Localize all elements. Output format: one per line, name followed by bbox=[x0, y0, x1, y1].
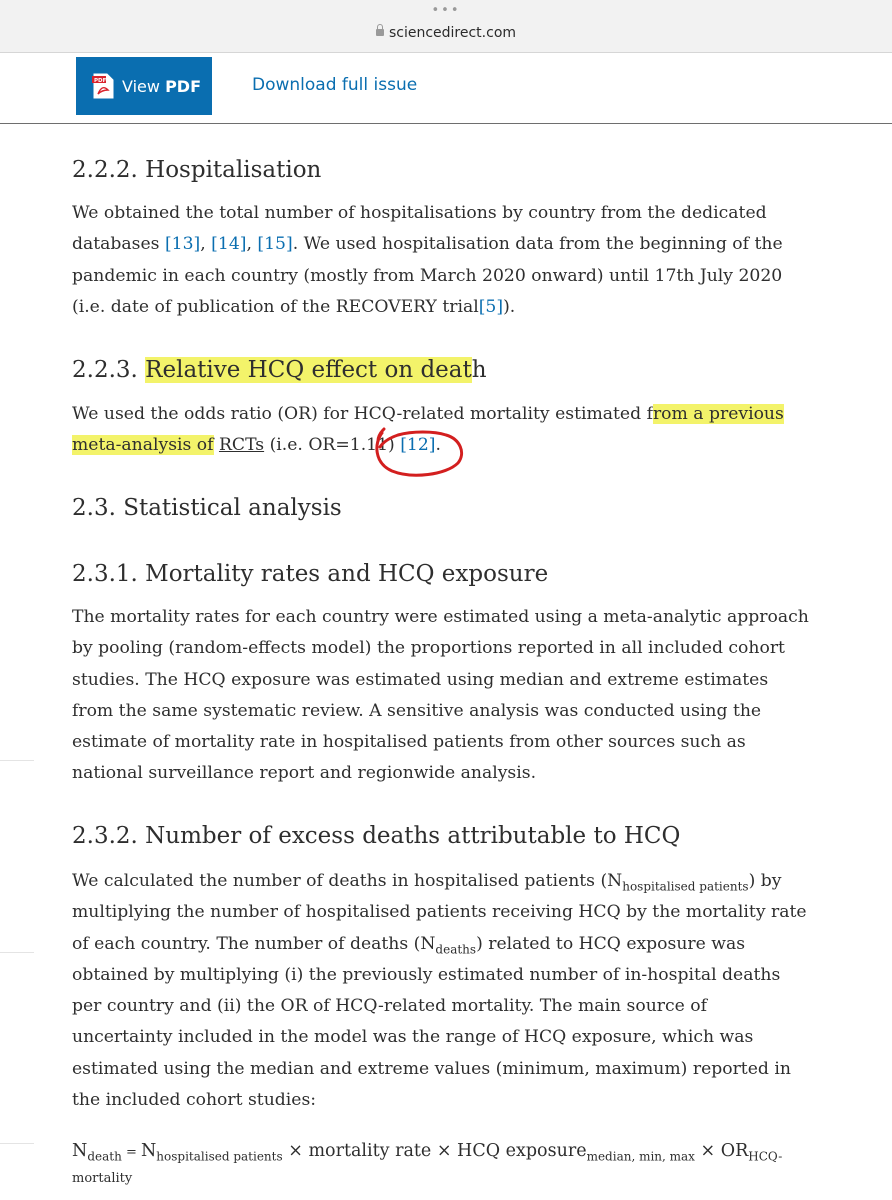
citation-link-14[interactable]: [14] bbox=[211, 234, 247, 255]
section-heading-statistical-analysis: 2.3. Statistical analysis bbox=[72, 495, 342, 521]
pdf-icon-label: PDF bbox=[94, 78, 107, 84]
browser-address-bar bbox=[0, 0, 892, 53]
highlight-mark: meta-analysis of bbox=[72, 435, 214, 456]
rcts-term-link[interactable]: RCTs bbox=[218, 435, 265, 456]
download-full-issue-link[interactable]: Download full issue bbox=[252, 75, 418, 95]
margin-divider bbox=[0, 760, 34, 761]
view-pdf-button[interactable] bbox=[76, 57, 212, 115]
url-text: sciencedirect.com bbox=[388, 25, 517, 41]
paragraph-excess-deaths: We calculated the number of deaths in hospitalised patients $(N_{hospitalised patients})$ by multiplying the number of hospitalised patients receiving HCQ by the mortality rate of each country. The number of deaths $(N_{deaths})$ related to HCQ exposure was obtained by multiplying (i) the previously estimated number of in-hospital deaths per country and (ii) the OR of HCQ-related mortality. The main source of uncertainty included in the model was the range of HCQ exposure, which was estimated using the median and extreme values (minimum, maximum) reported in the included cohort studies: bbox=[72, 871, 807, 1111]
citation-link-13[interactable]: [13] bbox=[164, 234, 201, 255]
excess-deaths-formula: $N_{death} = N_{hospitalised patients}$ × mortality rate × HCQ exposure$_{median, min, max}$ × $OR_{HCQ-}$ mortality bbox=[72, 1141, 783, 1186]
formula-subscript-continuation: mortality bbox=[72, 1171, 133, 1186]
article-toolbar bbox=[0, 53, 892, 124]
citation-link-5[interactable]: [5] bbox=[478, 296, 504, 317]
citation-link-15[interactable]: [15] bbox=[257, 234, 293, 255]
lock-icon bbox=[376, 29, 384, 36]
paragraph-mortality-rates: The mortality rates for each country were estimated using a meta-analytic approach by pooling (random-effects model) the proportions reported in all included cohort studies. The HCQ exposure was estimated using median and extreme estimates from the same systematic review. A sensitive analysis was conducted using the estimate of mortality rate in hospitalised patients from other sources such as national surveillance report and regionwide analysis. bbox=[72, 607, 809, 784]
highlight-mark: Relative HCQ effect on deat bbox=[145, 357, 472, 383]
tab-overview-dots-icon[interactable]: ••• bbox=[431, 3, 461, 18]
url-display[interactable] bbox=[0, 24, 892, 42]
highlight-mark: rom a previous bbox=[652, 404, 784, 424]
paragraph-relative-hcq-effect: We used the odds ratio (OR) for HCQ-related mortality estimated from a previous meta-analysis of RCTs (i.e. OR=1.11) [12]. bbox=[72, 404, 784, 456]
view-pdf-label: View PDF bbox=[122, 76, 201, 96]
section-heading-hospitalisation: 2.2.2. Hospitalisation bbox=[72, 157, 322, 183]
paragraph-hospitalisation: We obtained the total number of hospitalisations by country from the dedicated databases [13], [14], [15]. We used hospitalisation data from the beginning of the pandemic in each country (mostly from March 2020 onward) until 17th July 2020 (i.e. date of publication of the RECOVERY trial[5]). bbox=[72, 203, 783, 317]
margin-divider bbox=[0, 1143, 34, 1144]
margin-divider bbox=[0, 952, 34, 953]
pdf-file-icon bbox=[92, 73, 114, 99]
section-heading-relative-hcq-effect: 2.2.3. Relative HCQ effect on death bbox=[72, 357, 487, 383]
section-heading-mortality-rates: 2.3.1. Mortality rates and HCQ exposure bbox=[72, 561, 549, 587]
section-heading-excess-deaths: 2.3.2. Number of excess deaths attributable to HCQ bbox=[72, 823, 681, 849]
citation-link-12[interactable]: [12] bbox=[400, 435, 436, 456]
